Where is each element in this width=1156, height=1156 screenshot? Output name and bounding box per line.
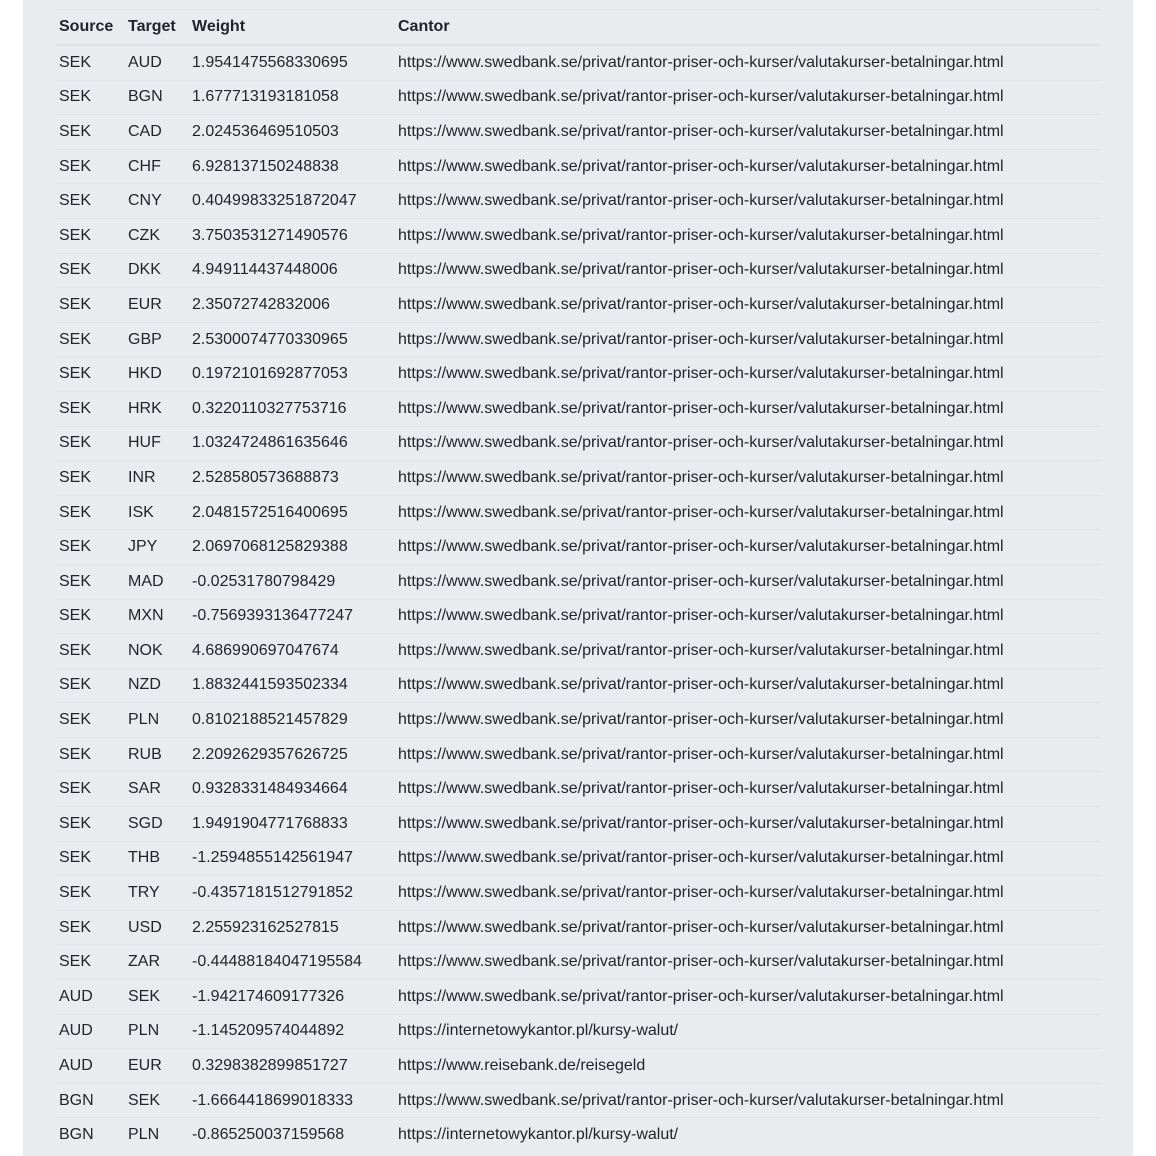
table-row	[56, 80, 1100, 115]
source-cell: BGN	[56, 1083, 125, 1118]
content-panel	[23, 0, 1133, 1156]
table-row	[56, 461, 1100, 496]
table-row	[56, 599, 1100, 634]
target-cell: MXN	[125, 599, 189, 634]
table-row	[56, 807, 1100, 842]
target-cell: HUF	[125, 426, 189, 461]
table-row	[56, 1049, 1100, 1084]
source-cell: SEK	[56, 149, 125, 184]
weight-cell: -1.6664418699018333	[189, 1083, 395, 1118]
cantor-cell: https://www.swedbank.se/privat/rantor-priser-och-kurser/valutakurser-betalningar.html	[395, 322, 1100, 357]
cantor-cell: https://www.swedbank.se/privat/rantor-priser-och-kurser/valutakurser-betalningar.html	[395, 807, 1100, 842]
table-row	[56, 703, 1100, 738]
table-row	[56, 253, 1100, 288]
cantor-cell: https://www.swedbank.se/privat/rantor-priser-och-kurser/valutakurser-betalningar.html	[395, 737, 1100, 772]
source-cell: SEK	[56, 495, 125, 530]
table-row	[56, 910, 1100, 945]
weight-cell: -1.145209574044892	[189, 1014, 395, 1049]
cantor-cell: https://www.swedbank.se/privat/rantor-priser-och-kurser/valutakurser-betalningar.html	[395, 426, 1100, 461]
cantor-cell: https://www.swedbank.se/privat/rantor-priser-och-kurser/valutakurser-betalningar.html	[395, 391, 1100, 426]
target-cell: EUR	[125, 1049, 189, 1084]
source-cell: BGN	[59, 1126, 94, 1144]
source-cell: SEK	[56, 841, 125, 876]
weight-cell: 2.0481572516400695	[189, 495, 395, 530]
source-cell: SEK	[56, 461, 125, 496]
column-header-target: Target	[125, 10, 189, 45]
table-row	[56, 115, 1100, 150]
cantor-cell: https://www.swedbank.se/privat/rantor-priser-och-kurser/valutakurser-betalningar.html	[395, 876, 1100, 911]
column-header-cantor: Cantor	[395, 10, 1100, 45]
source-cell: SEK	[56, 807, 125, 842]
table-row	[56, 668, 1100, 703]
weight-cell: -0.4357181512791852	[189, 876, 395, 911]
target-cell: CZK	[125, 218, 189, 253]
target-cell: PLN	[125, 703, 189, 738]
source-cell: SEK	[56, 391, 125, 426]
target-cell: AUD	[125, 45, 189, 80]
weight-cell: 2.255923162527815	[189, 910, 395, 945]
target-cell: TRY	[125, 876, 189, 911]
table-row	[56, 218, 1100, 253]
source-cell: SEK	[56, 357, 125, 392]
cantor-cell: https://www.swedbank.se/privat/rantor-priser-och-kurser/valutakurser-betalningar.html	[395, 357, 1100, 392]
cantor-cell: https://www.swedbank.se/privat/rantor-priser-och-kurser/valutakurser-betalningar.html	[395, 564, 1100, 599]
table-row	[56, 149, 1100, 184]
target-cell: NOK	[125, 634, 189, 669]
target-cell: GBP	[125, 322, 189, 357]
weight-cell: -0.02531780798429	[189, 564, 395, 599]
target-cell: CAD	[125, 115, 189, 150]
cantor-cell: https://www.swedbank.se/privat/rantor-priser-och-kurser/valutakurser-betalningar.html	[395, 45, 1100, 80]
source-cell: SEK	[56, 530, 125, 565]
target-cell: HRK	[125, 391, 189, 426]
weight-cell: 0.3298382899851727	[189, 1049, 395, 1084]
weight-cell: 2.2092629357626725	[189, 737, 395, 772]
source-cell: SEK	[56, 564, 125, 599]
table-row	[56, 288, 1100, 323]
source-cell: SEK	[56, 322, 125, 357]
weight-cell: -1.942174609177326	[189, 980, 395, 1015]
source-cell: SEK	[56, 668, 125, 703]
weight-cell: 2.35072742832006	[189, 288, 395, 323]
table-row	[56, 1014, 1100, 1049]
source-cell: SEK	[56, 737, 125, 772]
table-row	[56, 564, 1100, 599]
target-cell: JPY	[125, 530, 189, 565]
cantor-cell: https://internetowykantor.pl/kursy-walut/	[395, 1014, 1100, 1049]
weight-cell: -0.44488184047195584	[189, 945, 395, 980]
target-cell: PLN	[128, 1126, 160, 1144]
source-cell: SEK	[56, 45, 125, 80]
target-cell: SGD	[125, 807, 189, 842]
source-cell: SEK	[56, 253, 125, 288]
cantor-cell: https://www.swedbank.se/privat/rantor-priser-och-kurser/valutakurser-betalningar.html	[395, 910, 1100, 945]
cantor-cell: https://www.swedbank.se/privat/rantor-priser-och-kurser/valutakurser-betalningar.html	[395, 115, 1100, 150]
source-cell: SEK	[56, 910, 125, 945]
weight-cell: 0.3220110327753716	[189, 391, 395, 426]
source-cell: SEK	[56, 218, 125, 253]
weight-cell: 3.7503531271490576	[189, 218, 395, 253]
target-cell: SEK	[125, 1083, 189, 1118]
table-row	[56, 426, 1100, 461]
cantor-cell: https://www.swedbank.se/privat/rantor-priser-och-kurser/valutakurser-betalningar.html	[395, 461, 1100, 496]
weight-cell: 4.949114437448006	[189, 253, 395, 288]
table-row	[56, 45, 1100, 80]
table-row	[56, 495, 1100, 530]
weight-cell: 0.1972101692877053	[189, 357, 395, 392]
target-cell: SAR	[125, 772, 189, 807]
target-cell: NZD	[125, 668, 189, 703]
target-cell: ZAR	[125, 945, 189, 980]
table-row	[56, 945, 1100, 980]
source-cell: SEK	[56, 876, 125, 911]
weight-cell: 2.528580573688873	[189, 461, 395, 496]
weight-cell: 1.9541475568330695	[189, 45, 395, 80]
table-body	[56, 45, 1100, 1152]
cantor-cell: https://www.swedbank.se/privat/rantor-priser-och-kurser/valutakurser-betalningar.html	[395, 149, 1100, 184]
weight-cell: 1.8832441593502334	[189, 668, 395, 703]
source-cell: AUD	[56, 1014, 125, 1049]
cantor-cell: https://www.swedbank.se/privat/rantor-priser-och-kurser/valutakurser-betalningar.html	[395, 980, 1100, 1015]
cantor-cell: https://www.swedbank.se/privat/rantor-priser-och-kurser/valutakurser-betalningar.html	[395, 945, 1100, 980]
target-cell: ISK	[125, 495, 189, 530]
cantor-cell: https://www.reisebank.de/reisegeld	[395, 1049, 1100, 1084]
cantor-cell: https://www.swedbank.se/privat/rantor-priser-och-kurser/valutakurser-betalningar.html	[395, 634, 1100, 669]
table-row	[56, 1118, 1100, 1152]
weight-cell: 6.928137150248838	[189, 149, 395, 184]
target-cell: DKK	[125, 253, 189, 288]
target-cell: SEK	[125, 980, 189, 1015]
column-header-weight: Weight	[189, 10, 395, 45]
target-cell: CNY	[125, 184, 189, 219]
table-row	[56, 772, 1100, 807]
weight-cell: 0.9328331484934664	[189, 772, 395, 807]
table-row	[56, 841, 1100, 876]
cantor-cell: https://www.swedbank.se/privat/rantor-priser-och-kurser/valutakurser-betalningar.html	[395, 1083, 1100, 1118]
target-cell: RUB	[125, 737, 189, 772]
target-cell: HKD	[125, 357, 189, 392]
weight-cell: 1.0324724861635646	[189, 426, 395, 461]
weight-cell: 1.677713193181058	[189, 80, 395, 115]
table-row	[56, 530, 1100, 565]
target-cell: MAD	[125, 564, 189, 599]
source-cell: SEK	[56, 634, 125, 669]
weight-cell: 0.40499833251872047	[189, 184, 395, 219]
source-cell: SEK	[56, 599, 125, 634]
weight-cell: 2.5300074770330965	[189, 322, 395, 357]
table-row	[56, 322, 1100, 357]
table-header-row	[56, 10, 1100, 45]
cantor-cell: https://www.swedbank.se/privat/rantor-priser-och-kurser/valutakurser-betalningar.html	[395, 495, 1100, 530]
table-row	[56, 634, 1100, 669]
table-row	[56, 357, 1100, 392]
table-row	[56, 876, 1100, 911]
weight-cell: 4.686990697047674	[189, 634, 395, 669]
target-cell: THB	[125, 841, 189, 876]
source-cell: SEK	[56, 288, 125, 323]
table-row	[56, 391, 1100, 426]
weight-cell: 2.0697068125829388	[189, 530, 395, 565]
source-cell: AUD	[56, 980, 125, 1015]
cantor-cell: https://www.swedbank.se/privat/rantor-priser-och-kurser/valutakurser-betalningar.html	[395, 218, 1100, 253]
target-cell: PLN	[125, 1014, 189, 1049]
table-row	[56, 737, 1100, 772]
source-cell: SEK	[56, 426, 125, 461]
cantor-cell: https://www.swedbank.se/privat/rantor-priser-och-kurser/valutakurser-betalningar.html	[395, 253, 1100, 288]
source-cell: SEK	[56, 184, 125, 219]
cantor-cell: https://www.swedbank.se/privat/rantor-priser-och-kurser/valutakurser-betalningar.html	[395, 530, 1100, 565]
cantor-cell: https://www.swedbank.se/privat/rantor-priser-och-kurser/valutakurser-betalningar.html	[395, 184, 1100, 219]
table-row	[56, 1083, 1100, 1118]
exchange-weights-table	[56, 10, 1100, 1152]
cantor-cell: https://www.swedbank.se/privat/rantor-priser-och-kurser/valutakurser-betalningar.html	[395, 703, 1100, 738]
source-cell: SEK	[56, 945, 125, 980]
cantor-cell: https://www.swedbank.se/privat/rantor-priser-och-kurser/valutakurser-betalningar.html	[395, 668, 1100, 703]
weight-cell: -1.2594855142561947	[189, 841, 395, 876]
cantor-cell: https://www.swedbank.se/privat/rantor-priser-och-kurser/valutakurser-betalningar.html	[395, 288, 1100, 323]
cantor-cell: https://www.swedbank.se/privat/rantor-priser-och-kurser/valutakurser-betalningar.html	[395, 599, 1100, 634]
target-cell: BGN	[125, 80, 189, 115]
column-header-source: Source	[56, 10, 125, 45]
cantor-cell: https://www.swedbank.se/privat/rantor-priser-och-kurser/valutakurser-betalningar.html	[395, 772, 1100, 807]
target-cell: USD	[125, 910, 189, 945]
weight-cell: -0.7569393136477247	[189, 599, 395, 634]
source-cell: AUD	[56, 1049, 125, 1084]
target-cell: CHF	[125, 149, 189, 184]
table-row	[56, 980, 1100, 1015]
cantor-cell: https://www.swedbank.se/privat/rantor-priser-och-kurser/valutakurser-betalningar.html	[395, 841, 1100, 876]
cantor-cell: https://www.swedbank.se/privat/rantor-priser-och-kurser/valutakurser-betalningar.html	[395, 80, 1100, 115]
target-cell: INR	[125, 461, 189, 496]
target-cell: EUR	[125, 288, 189, 323]
weight-cell: 2.024536469510503	[189, 115, 395, 150]
source-cell: SEK	[56, 772, 125, 807]
source-cell: SEK	[56, 703, 125, 738]
source-cell: SEK	[56, 115, 125, 150]
weight-cell: -0.865250037159568	[192, 1126, 345, 1144]
table-row	[56, 184, 1100, 219]
cantor-cell: https://internetowykantor.pl/kursy-walut/	[398, 1126, 679, 1144]
source-cell: SEK	[56, 80, 125, 115]
weight-cell: 1.9491904771768833	[189, 807, 395, 842]
weight-cell: 0.8102188521457829	[189, 703, 395, 738]
